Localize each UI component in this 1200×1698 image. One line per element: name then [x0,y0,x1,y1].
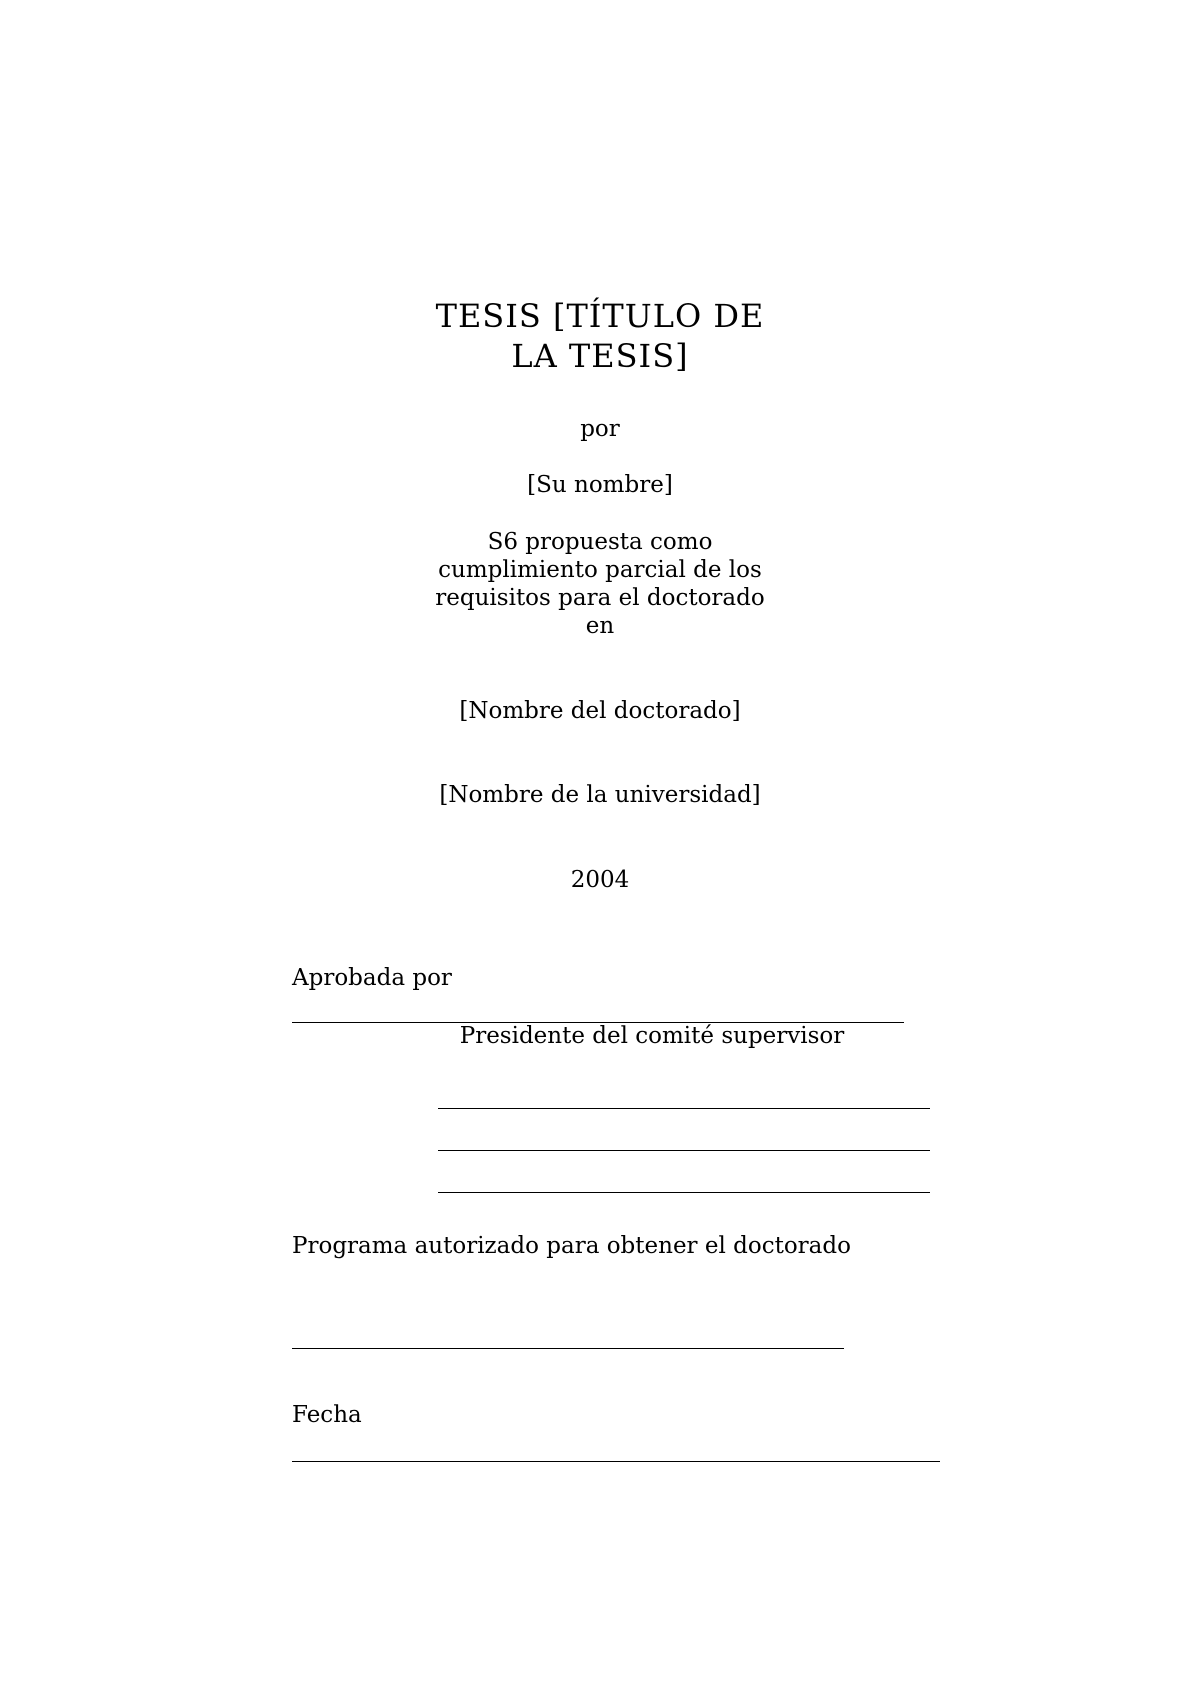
doctorate-name: [Nombre del doctorado] [459,698,741,724]
committee-signature-line [438,1150,930,1151]
university-name: [Nombre de la universidad] [439,782,761,808]
program-signature-line [292,1348,844,1349]
proposal-line-2: cumplimiento parcial de los [438,557,762,583]
committee-signature-line [438,1192,930,1193]
approved-by-label: Aprobada por [292,965,452,991]
committee-chair-label: Presidente del comité supervisor [459,1023,845,1049]
thesis-title [0,296,1200,376]
proposal-statement [0,528,1200,640]
proposal-line-4: en [585,613,615,639]
proposal-line-1: S6 propuesta como [487,529,713,555]
by-label: por [580,416,620,442]
thesis-title-line-1: TESIS [TÍTULO DE [435,297,765,335]
date-label: Fecha [292,1402,362,1428]
committee-signature-line [438,1108,930,1109]
proposal-line-3: requisitos para el doctorado [435,585,765,611]
authorized-program-label: Programa autorizado para obtener el doctorado [292,1233,851,1259]
author-name: [Su nombre] [527,472,673,498]
year: 2004 [570,867,630,893]
date-line [292,1461,940,1462]
thesis-title-line-2: LA TESIS] [511,337,689,375]
